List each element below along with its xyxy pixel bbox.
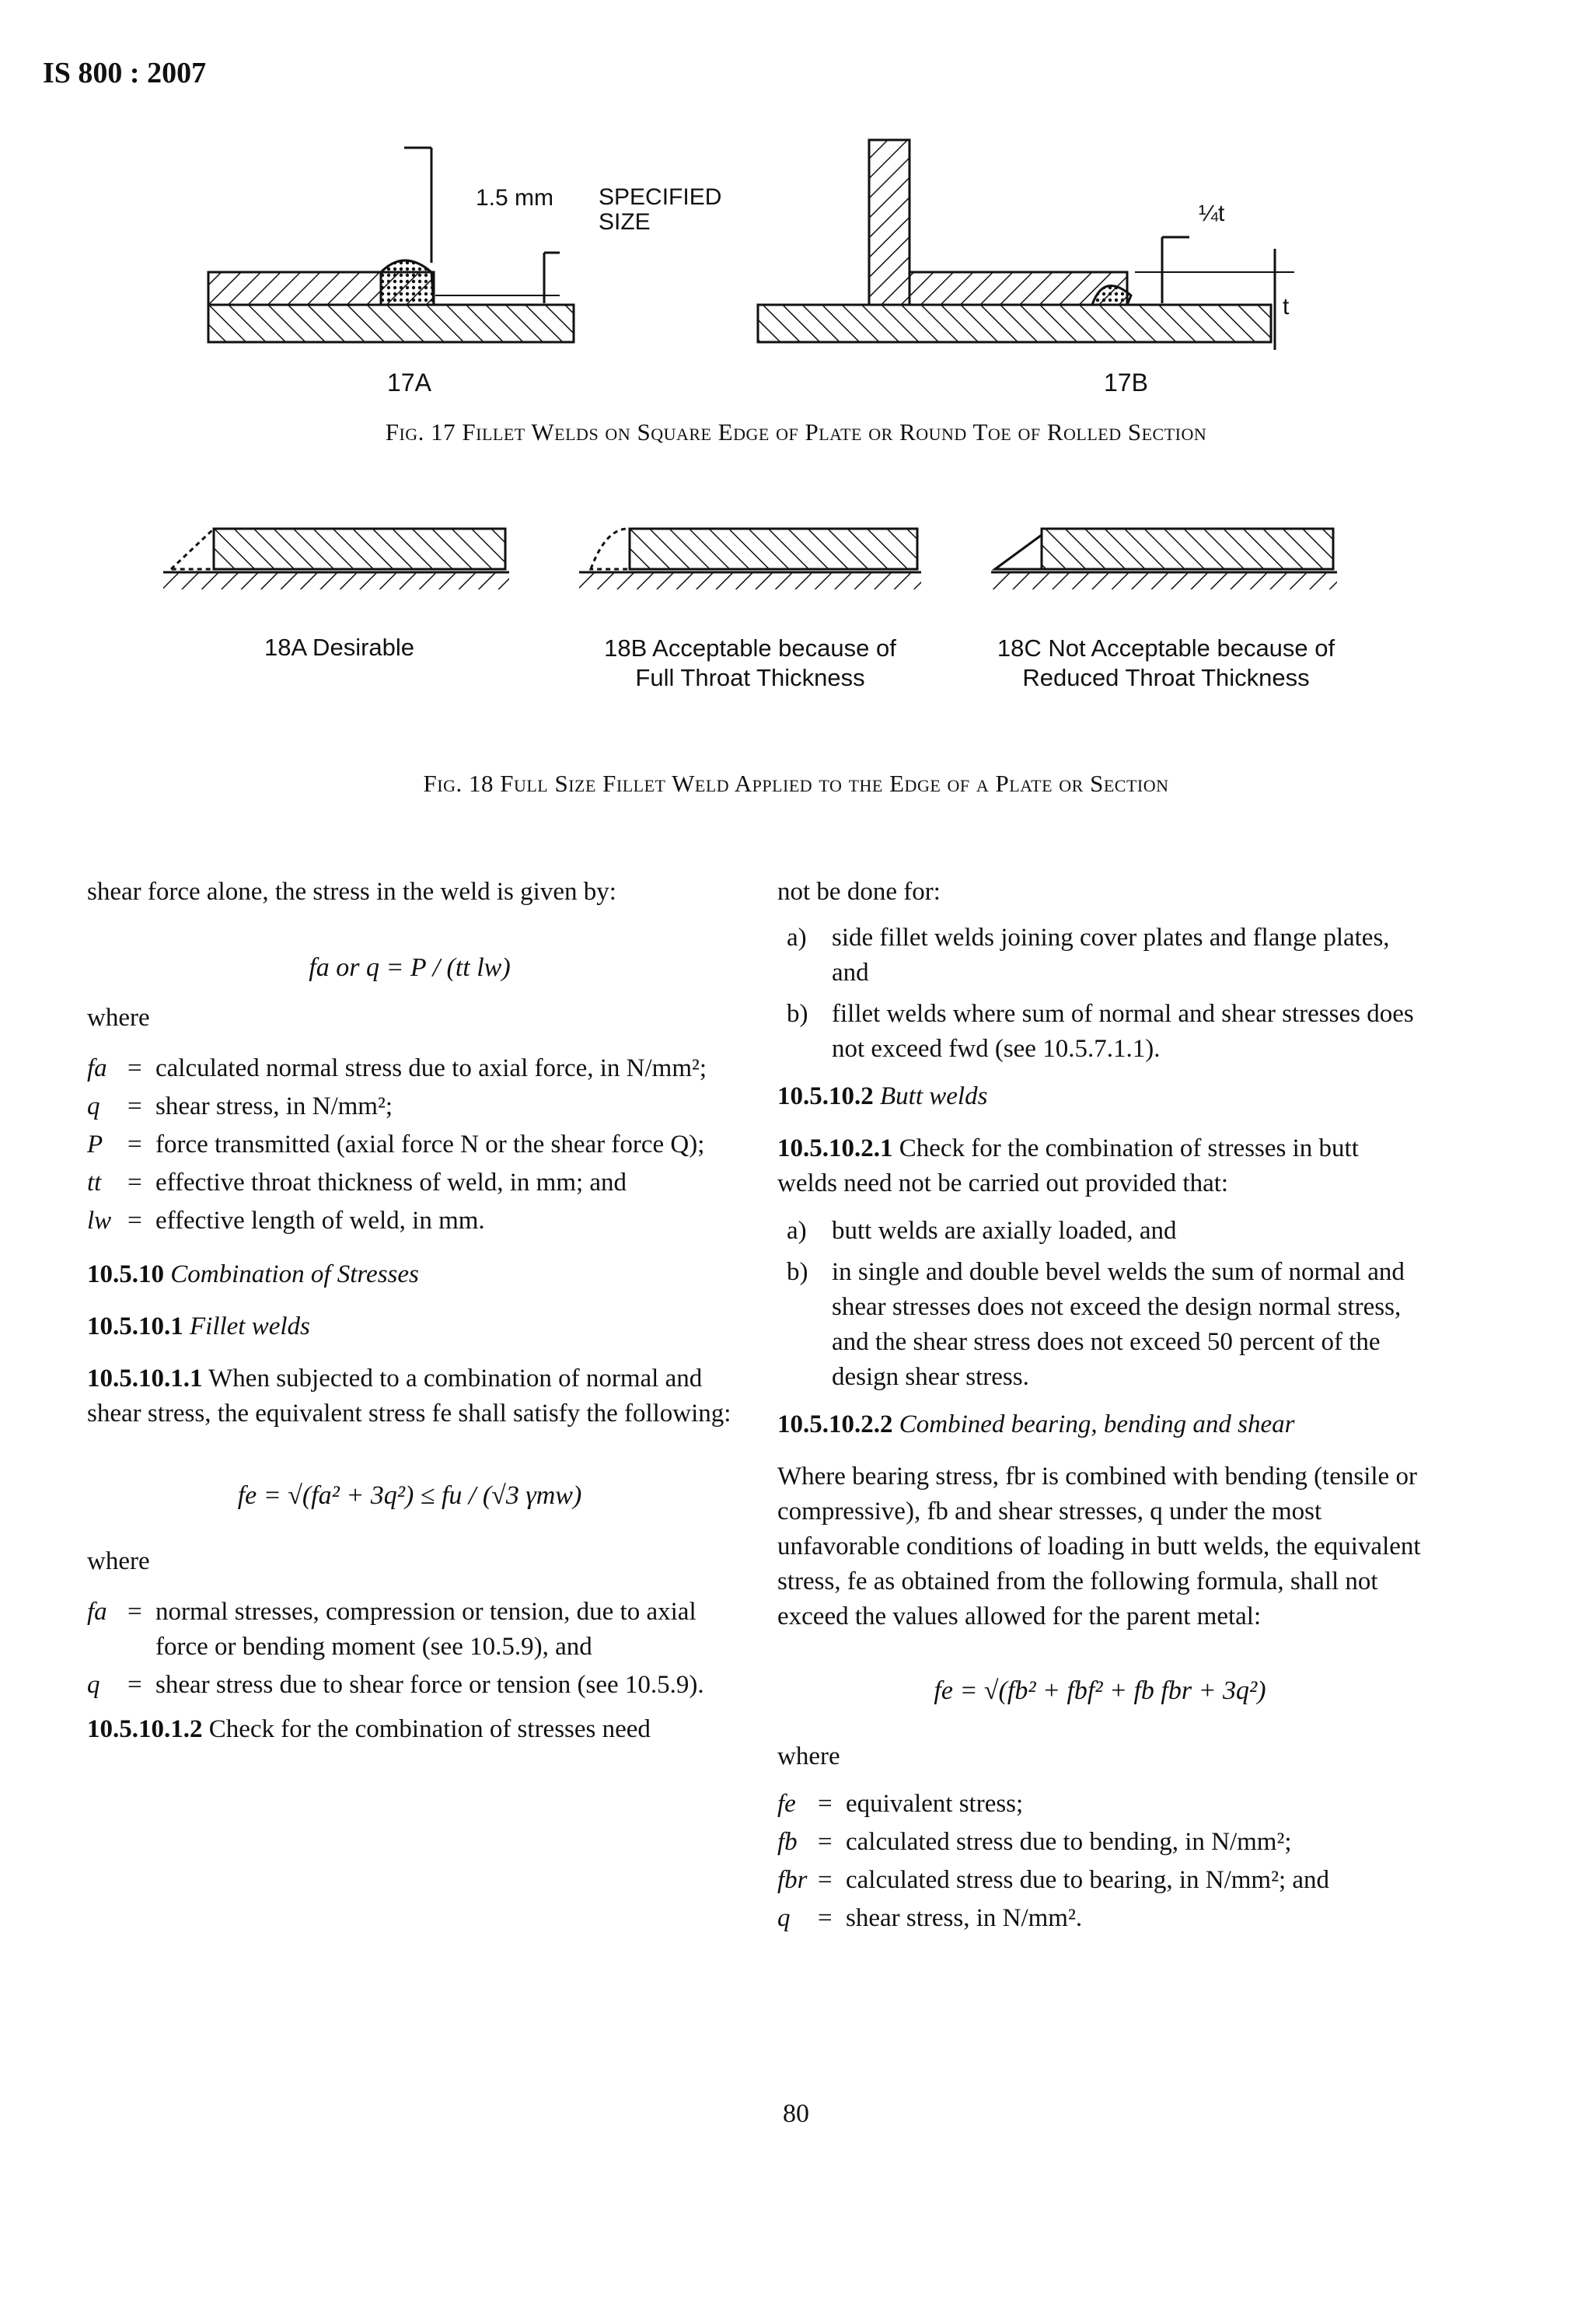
list-marker: a) [787,924,807,952]
definition-symbol: fb [777,1828,798,1856]
fig18c-label-line2: Reduced Throat Thickness [1022,664,1310,691]
definition-text: effective length of weld, in mm. [155,1207,485,1235]
formula-butt-weld-equivalent: fe = √(fb² + fbf² + fb fbr + 3q²) [934,1676,1266,1705]
list-marker: a) [787,1217,807,1245]
sec-10-5-10-1-2-num: 10.5.10.1.2 [87,1715,203,1743]
definition-equals: = [127,1092,142,1120]
definition-text: calculated normal stress due to axial force, in N/mm²; [155,1054,707,1082]
formula-equivalent-stress: fe = √(fa² + 3q²) ≤ fu / (√3 γmw) [237,1481,582,1510]
definition-row [777,1825,1423,1860]
fig18c-sketch [991,529,1337,589]
fig17a-spec-line1: SPECIFIED [599,184,722,210]
sec-10-5-10-1-1-text: When subjected to a combination of normal and shear stress, the equivalent stress fe shall satisfy the following: [87,1365,731,1428]
left-intro: shear force alone, the stress in the weld is given by: [87,878,616,906]
fig17a-spec-label [599,185,721,235]
sec-10-5-10-1-1-num: 10.5.10.1.1 [87,1365,203,1393]
sec-10-5-10-2-1-num: 10.5.10.2.1 [777,1134,893,1162]
definition-symbol: fa [87,1054,107,1082]
definition-equals: = [127,1131,142,1159]
fig18-caption: Fig. 18 Full Size Fillet Weld Applied to the Edge of a Plate or Section [423,770,1169,797]
definition-text: shear stress due to shear force or tension (see 10.5.9). [155,1671,704,1699]
fig18b-label-line1: 18B Acceptable because of [604,634,896,662]
definition-equals: = [818,1828,833,1856]
formula-weld-stress: fa or q = P / (tt lw) [309,953,511,982]
fig17b-sketch [758,140,1294,350]
definition-text: calculated stress due to bearing, in N/mm²; and [846,1866,1330,1894]
where-3: where [777,1742,840,1770]
where-2: where [87,1547,150,1575]
definition-symbol: fa [87,1598,107,1626]
fig17b-quarter-t-label: ¼t [1199,201,1225,226]
fig17a-spec-line2: SIZE [599,209,651,235]
definition-row [777,1787,1423,1822]
sec-10-5-10-1-2 [87,1712,732,1747]
sec-10-5-10 [87,1257,732,1292]
definition-equals: = [127,1054,142,1082]
definition-row [87,1668,732,1703]
definition-row [87,1127,732,1162]
fig17b-sublabel: 17B [1104,369,1148,397]
definition-equals: = [818,1866,833,1894]
list-marker: b) [787,1258,808,1286]
definition-row [777,1901,1423,1936]
definition-text: effective throat thickness of weld, in mm; and [155,1169,627,1197]
sec-10-5-10-1-title: Fillet welds [190,1312,310,1340]
definition-text: calculated stress due to bending, in N/mm²; [846,1828,1292,1856]
sec-10-5-10-2-1-text: Check for the combination of stresses in butt welds need not be carried out provided that: [777,1134,1359,1197]
definition-row [777,1863,1423,1898]
list-item [777,997,1423,1067]
definition-equals: = [127,1207,142,1235]
list-item [777,1214,1423,1249]
list1 [777,921,1423,1067]
fig18a-sketch [163,529,509,589]
list-text: fillet welds where sum of normal and shear stresses does not exceed fwd (see 10.5.7.1.1). [832,1000,1414,1063]
definition-row [87,1089,732,1124]
list-text: side fillet welds joining cover plates and flange plates, and [832,924,1390,987]
defs2-list [87,1595,732,1703]
right-continuation: not be done for: [777,878,941,906]
definition-row [87,1204,732,1239]
definition-symbol: P [87,1131,103,1159]
fig17a-sublabel: 17A [387,369,431,397]
definition-symbol: lw [87,1207,112,1235]
defs1-list [87,1051,732,1239]
fig17a-dim-label: 1.5 mm [476,185,554,211]
sec-10-5-10-2-title: Butt welds [880,1082,988,1110]
fig18-diagram [0,513,1592,622]
sec-10-5-10-2-num: 10.5.10.2 [777,1082,874,1110]
where-1: where [87,1004,150,1032]
sec-10-5-10-2-2-text: Where bearing stress, fbr is combined with bending (tensile or compressive), fb and shear stresses, q under the most unfavorable conditions of loading in butt welds, the equivalent stress, fe as obtained from the following formula, shall not exceed the values allowed for the parent metal: [777,1463,1421,1630]
sec-10-5-10-title: Combination of Stresses [170,1260,419,1288]
sec-10-5-10-2-2-num: 10.5.10.2.2 [777,1410,893,1438]
definition-text: shear stress, in N/mm²; [155,1092,393,1120]
definition-equals: = [127,1169,142,1197]
sec-10-5-10-1 [87,1309,732,1344]
sec-10-5-10-2-2-title: Combined bearing, bending and shear [899,1410,1295,1438]
fig18b-sketch [579,529,921,589]
list-text: in single and double bevel welds the sum of normal and shear stresses does not exceed the design normal stress, and the shear stress does not exceed 50 percent of the design shear stress. [832,1258,1405,1391]
sec-10-5-10-1-num: 10.5.10.1 [87,1312,183,1340]
standard-header: IS 800 : 2007 [43,57,207,89]
definition-symbol: tt [87,1169,102,1197]
list-item [777,921,1423,991]
definition-equals: = [127,1671,142,1699]
fig18a-label: 18A Desirable [264,634,415,661]
list-item [777,1255,1423,1395]
definition-symbol: q [87,1671,100,1699]
fig18b-label [548,634,952,693]
definition-symbol: fbr [777,1866,808,1894]
definition-text: normal stresses, compression or tension, due to axial force or bending moment (see 10.5.9), and [155,1598,696,1661]
definition-equals: = [127,1598,142,1626]
list-text: butt welds are axially loaded, and [832,1217,1177,1245]
definition-equals: = [818,1790,833,1818]
definition-text: shear stress, in N/mm². [846,1904,1083,1932]
right-column [777,875,1423,1939]
left-column [87,875,732,1747]
list2 [777,1214,1423,1395]
defs3-list [777,1787,1423,1936]
sec-10-5-10-num: 10.5.10 [87,1260,164,1288]
fig17-caption: Fig. 17 Fillet Welds on Square Edge of Plate or Round Toe of Rolled Section [385,418,1207,446]
sec-10-5-10-2-2 [777,1407,1423,1442]
fig18c-label [964,634,1368,693]
definition-symbol: q [777,1904,791,1932]
fig17b-t-label: t [1283,294,1290,320]
sec-10-5-10-1-2-text: Check for the combination of stresses need [208,1715,651,1743]
fig18c-label-line1: 18C Not Acceptable because of [997,634,1335,662]
fig17a-sketch [208,148,574,342]
definition-row [87,1165,732,1200]
fig18b-label-line2: Full Throat Thickness [635,664,865,691]
definition-symbol: q [87,1092,100,1120]
definition-text: force transmitted (axial force N or the shear force Q); [155,1131,705,1159]
definition-equals: = [818,1904,833,1932]
definition-row [87,1051,732,1086]
sec-10-5-10-2-1 [777,1131,1423,1201]
page-number: 80 [783,2099,809,2128]
definition-text: equivalent stress; [846,1790,1024,1818]
sec-10-5-10-1-1 [87,1361,732,1431]
definition-row [87,1595,732,1665]
fig17-diagram [0,117,1592,381]
definition-symbol: fe [777,1790,796,1818]
sec-10-5-10-2 [777,1079,1423,1114]
list-marker: b) [787,1000,808,1028]
